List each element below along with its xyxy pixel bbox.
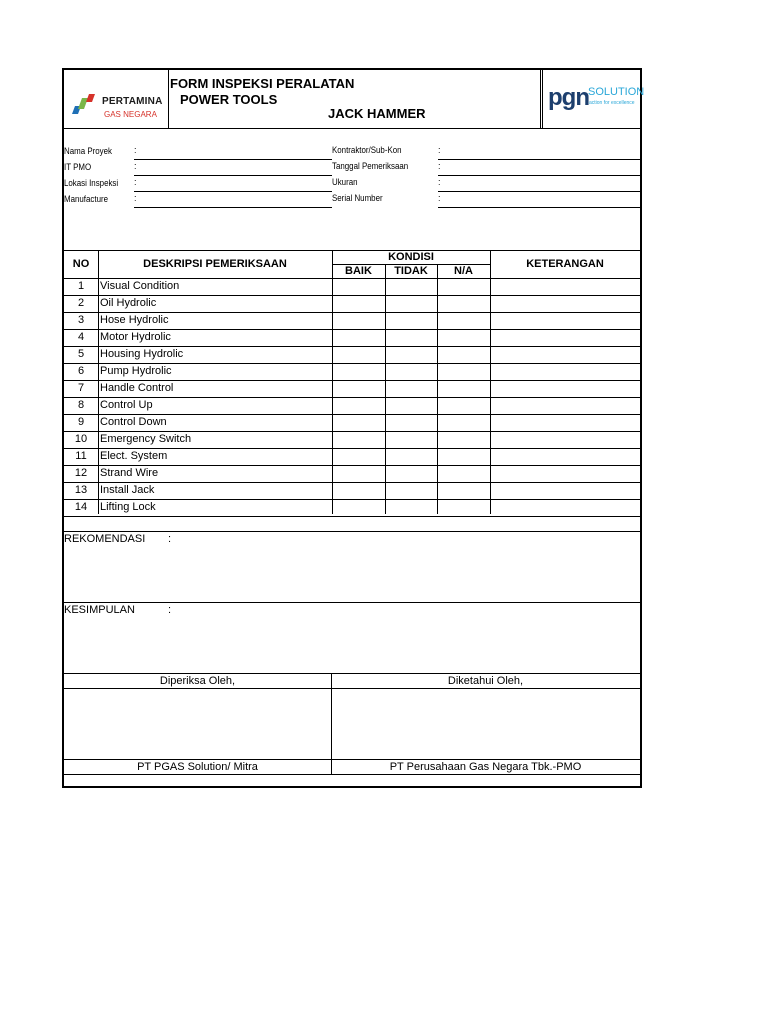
- cell-keterangan[interactable]: [491, 500, 640, 516]
- ukuran-field[interactable]: [438, 191, 640, 192]
- cell-tidak[interactable]: [386, 449, 437, 465]
- row-number: 8: [77, 399, 85, 411]
- kontraktor-field[interactable]: [438, 159, 640, 160]
- it-pmo-field[interactable]: [134, 175, 332, 176]
- row-description: Lifting Lock: [100, 501, 156, 513]
- column-header-keterangan: KETERANGAN: [526, 258, 604, 270]
- info-colon: :: [134, 177, 137, 187]
- row-description: Emergency Switch: [100, 433, 192, 445]
- cell-na[interactable]: [438, 415, 490, 431]
- pertamina-logo-sub: GAS NEGARA: [104, 110, 157, 119]
- cell-baik[interactable]: [333, 500, 385, 516]
- kesimpulan-colon: :: [168, 604, 172, 616]
- row-number: 9: [77, 416, 85, 428]
- row-number: 4: [77, 331, 85, 343]
- row-number: 2: [77, 297, 85, 309]
- inspection-form: [62, 68, 645, 788]
- column-header-deskripsi: DESKRIPSI PEMERIKSAAN: [143, 258, 287, 270]
- rekomendasi-bottom-line: [64, 602, 640, 603]
- row-description: Pump Hydrolic: [100, 365, 172, 377]
- info-colon: :: [438, 145, 441, 155]
- row-description: Strand Wire: [100, 467, 159, 479]
- row-description: Control Up: [100, 399, 153, 411]
- cell-tidak[interactable]: [386, 279, 437, 295]
- info-label-tanggal-pemeriksaan: Tanggal Pemeriksaan: [332, 161, 409, 171]
- pertamina-logo: [72, 82, 168, 122]
- cell-na[interactable]: [438, 500, 490, 516]
- rekomendasi-label: REKOMENDASI: [64, 533, 146, 545]
- form-subtitle: POWER TOOLS: [180, 92, 278, 107]
- company-left: PT PGAS Solution/ Mitra: [137, 761, 258, 773]
- cell-tidak[interactable]: [386, 296, 437, 312]
- cell-baik[interactable]: [333, 381, 385, 397]
- column-header-baik: BAIK: [345, 265, 372, 277]
- cell-keterangan[interactable]: [491, 296, 640, 312]
- cell-baik[interactable]: [333, 483, 385, 499]
- column-header-na: N/A: [454, 265, 473, 277]
- cell-keterangan[interactable]: [491, 483, 640, 499]
- cell-baik[interactable]: [333, 415, 385, 431]
- lokasi-inspeksi-field[interactable]: [134, 191, 332, 192]
- info-label-manufacture: Manufacture: [64, 194, 109, 204]
- column-header-no: NO: [72, 258, 90, 270]
- row-number: 7: [77, 382, 85, 394]
- cell-baik[interactable]: [333, 330, 385, 346]
- header-divider-right: [540, 70, 541, 128]
- cell-na[interactable]: [438, 313, 490, 329]
- cell-baik[interactable]: [333, 449, 385, 465]
- cell-tidak[interactable]: [386, 347, 437, 363]
- cell-baik[interactable]: [333, 432, 385, 448]
- info-colon: :: [438, 177, 441, 187]
- row-number: 13: [74, 484, 88, 496]
- row-description: Oil Hydrolic: [100, 297, 157, 309]
- cell-tidak[interactable]: [386, 483, 437, 499]
- cell-na[interactable]: [438, 432, 490, 448]
- tanggal-pemeriksaan-field[interactable]: [438, 175, 640, 176]
- row-description: Elect. System: [100, 450, 168, 462]
- form-title: FORM INSPEKSI PERALATAN: [170, 76, 355, 91]
- signature-box-right[interactable]: [332, 689, 640, 759]
- info-label-nama-proyek: Nama Proyek: [64, 146, 112, 156]
- cell-tidak[interactable]: [386, 398, 437, 414]
- cell-na[interactable]: [438, 279, 490, 295]
- row-number: 6: [77, 365, 85, 377]
- cell-na[interactable]: [438, 483, 490, 499]
- diperiksa-oleh-label: Diperiksa Oleh,: [159, 675, 236, 687]
- equipment-title: JACK HAMMER: [328, 106, 426, 121]
- header-divider-right-double: [542, 70, 543, 128]
- cell-na[interactable]: [438, 398, 490, 414]
- cell-keterangan[interactable]: [491, 381, 640, 397]
- cell-keterangan[interactable]: [491, 330, 640, 346]
- info-colon: :: [438, 161, 441, 171]
- info-label-kontraktor: Kontraktor/Sub-Kon: [332, 145, 402, 155]
- col-line-no: [98, 250, 99, 514]
- cell-tidak[interactable]: [386, 381, 437, 397]
- row-description: Hose Hydrolic: [100, 314, 169, 326]
- cell-keterangan[interactable]: [491, 432, 640, 448]
- signature-box-bottom-line: [64, 759, 640, 760]
- pgn-logo-word: SOLUTION: [588, 86, 645, 98]
- info-colon: :: [134, 193, 137, 203]
- table-footer-line: [64, 531, 640, 532]
- pertamina-emblem-icon: [72, 92, 100, 116]
- row-number: 5: [77, 348, 85, 360]
- diketahui-oleh-label: Diketahui Oleh,: [447, 675, 524, 687]
- cell-na[interactable]: [438, 449, 490, 465]
- row-description: Housing Hydrolic: [100, 348, 184, 360]
- cell-baik[interactable]: [333, 296, 385, 312]
- cell-keterangan[interactable]: [491, 347, 640, 363]
- kesimpulan-label: KESIMPULAN: [64, 604, 135, 616]
- cell-baik[interactable]: [333, 313, 385, 329]
- cell-na[interactable]: [438, 330, 490, 346]
- cell-tidak[interactable]: [386, 500, 437, 516]
- row-number: 14: [74, 501, 88, 513]
- company-right: PT Perusahaan Gas Negara Tbk.-PMO: [389, 761, 582, 773]
- info-colon: :: [134, 161, 137, 171]
- info-colon: :: [438, 193, 441, 203]
- pertamina-logo-name: PERTAMINA: [102, 96, 163, 107]
- signature-box-left[interactable]: [64, 689, 331, 759]
- row-number: 1: [77, 280, 85, 292]
- cell-keterangan[interactable]: [491, 415, 640, 431]
- cell-tidak[interactable]: [386, 466, 437, 482]
- header-bottom-border: [64, 128, 640, 129]
- header-divider-left: [168, 70, 169, 128]
- column-header-tidak: TIDAK: [394, 265, 428, 277]
- info-label-lokasi-inspeksi: Lokasi Inspeksi: [64, 178, 119, 188]
- kesimpulan-bottom-line: [64, 673, 640, 674]
- row-description: Motor Hydrolic: [100, 331, 171, 343]
- signature-footer-line: [64, 774, 640, 775]
- cell-na[interactable]: [438, 296, 490, 312]
- nama-proyek-field[interactable]: [134, 159, 332, 160]
- info-label-it-pmo: IT PMO: [64, 162, 92, 172]
- cell-baik[interactable]: [333, 279, 385, 295]
- info-label-ukuran: Ukuran: [332, 177, 358, 187]
- cell-tidak[interactable]: [386, 415, 437, 431]
- column-header-kondisi: KONDISI: [388, 251, 434, 263]
- cell-baik[interactable]: [333, 398, 385, 414]
- row-description: Install Jack: [100, 484, 155, 496]
- row-divider: [64, 516, 640, 517]
- row-description: Handle Control: [100, 382, 174, 394]
- row-number: 12: [74, 467, 88, 479]
- cell-keterangan[interactable]: [491, 398, 640, 414]
- info-label-serial-number: Serial Number: [332, 193, 383, 203]
- cell-na[interactable]: [438, 466, 490, 482]
- cell-tidak[interactable]: [386, 432, 437, 448]
- cell-na[interactable]: [438, 347, 490, 363]
- pgn-logo-brand: pgn: [548, 84, 589, 111]
- cell-baik[interactable]: [333, 347, 385, 363]
- cell-tidak[interactable]: [386, 313, 437, 329]
- cell-keterangan[interactable]: [491, 449, 640, 465]
- cell-keterangan[interactable]: [491, 466, 640, 482]
- manufacture-field[interactable]: [134, 207, 332, 208]
- cell-tidak[interactable]: [386, 330, 437, 346]
- serial-number-field[interactable]: [438, 207, 640, 208]
- cell-keterangan[interactable]: [491, 313, 640, 329]
- cell-na[interactable]: [438, 381, 490, 397]
- rekomendasi-colon: :: [168, 533, 172, 545]
- row-description: Control Down: [100, 416, 167, 428]
- row-number: 3: [77, 314, 85, 326]
- cell-baik[interactable]: [333, 466, 385, 482]
- info-colon: :: [134, 145, 137, 155]
- cell-keterangan[interactable]: [491, 364, 640, 380]
- cell-keterangan[interactable]: [491, 279, 640, 295]
- row-number: 10: [74, 433, 88, 445]
- cell-tidak[interactable]: [386, 364, 437, 380]
- pgn-logo-tagline: action for excellence: [589, 100, 635, 106]
- cell-baik[interactable]: [333, 364, 385, 380]
- row-description: Visual Condition: [100, 280, 180, 292]
- cell-na[interactable]: [438, 364, 490, 380]
- row-number: 11: [75, 450, 87, 462]
